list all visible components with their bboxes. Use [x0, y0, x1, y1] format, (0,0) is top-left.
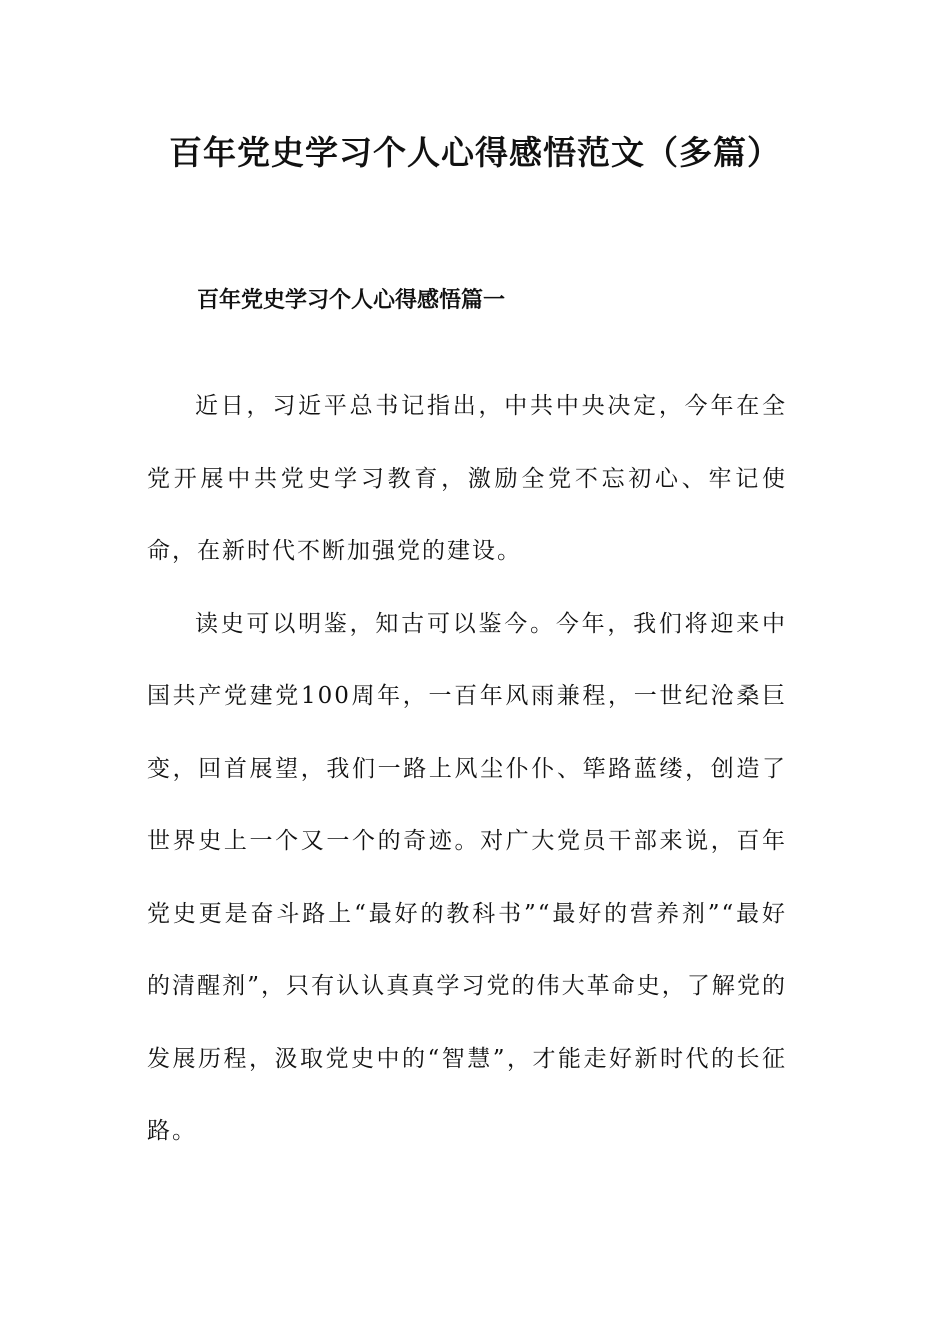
paragraph: 近日，习近平总书记指出，中共中央决定，今年在全党开展中共党史学习教育，激励全党不忘初心、牢记使命，在新时代不断加强党的建设。	[147, 393, 787, 564]
document-title: 百年党史学习个人心得感悟范文（多篇）	[169, 133, 781, 172]
section-heading: 百年党史学习个人心得感悟篇一	[197, 288, 506, 313]
paragraph: 读史可以明鉴，知古可以鉴今。今年，我们将迎来中国共产党建党100周年，一百年风雨兼程，一世纪沧桑巨变，回首展望，我们一路上风尘仆仆、筚路蓝缕，创造了世界史上一个又一个的奇迹。对广大党员干部来说，百年党史更是奋斗路上“最好的教科书”“最好的营养剂”“最好的清醒剂”，只有认认真真学习党的伟大革命史，了解党的发展历程，汲取党史中的“智慧”，才能走好新时代的长征路。	[147, 610, 787, 1144]
body-text	[147, 370, 787, 1168]
